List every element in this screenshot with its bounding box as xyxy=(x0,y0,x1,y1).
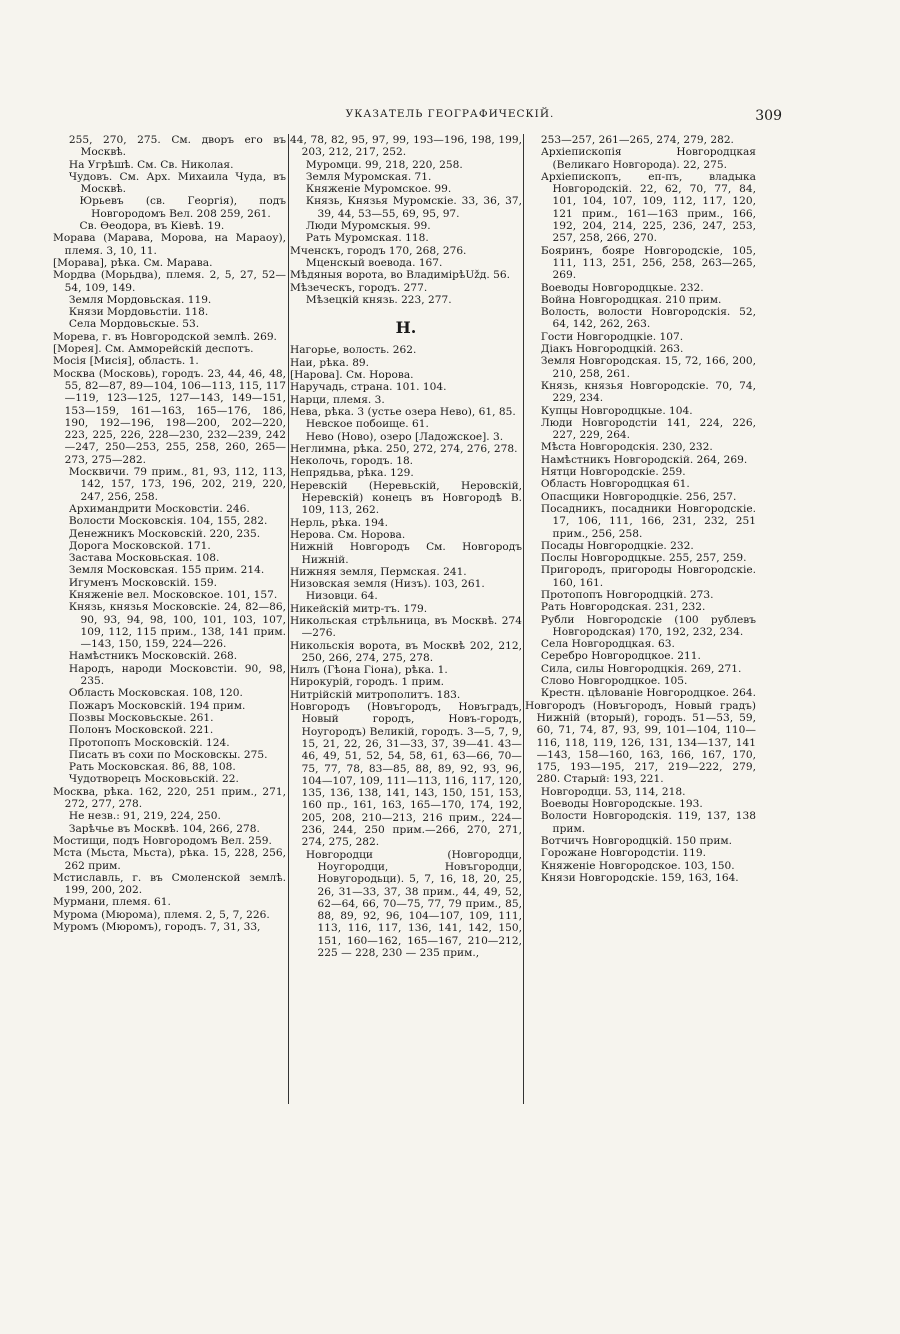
index-entry: Волости Московскія. 104, 155, 282. xyxy=(68,515,268,528)
index-entry: Морава (Марава, Морова, на Мараоу), племя. 3, 10, 11. xyxy=(53,232,286,257)
index-entry: Нарци, племя. 3. xyxy=(290,393,385,406)
index-entry: Пожаръ Московскій. 194 прим. xyxy=(68,699,246,712)
index-entry: Земля Московская. 155 прим. 214. xyxy=(68,564,265,577)
index-entry: Застава Московьская. 108. xyxy=(68,552,220,565)
index-entry: Намѣстникъ Новгородскій. 264, 269. xyxy=(540,453,748,466)
index-entry: Нижній Новгородъ См. Новгородъ Нижній. xyxy=(290,541,522,566)
index-entry: Народъ, народи Московстіи. 90, 98, 235. xyxy=(68,662,286,688)
index-entry: Мченскъ, городъ 170, 268, 276. xyxy=(290,244,467,257)
index-entry: Никейскій митр-тъ. 179. xyxy=(290,602,428,615)
index-entry: Мурома (Мюрома), племя. 2, 5, 7, 226. xyxy=(53,908,270,921)
index-entry: Дорога Московской. 171. xyxy=(68,539,211,552)
index-entry: Зарѣчье въ Москвѣ. 104, 266, 278. xyxy=(68,822,260,835)
index-entry: Бояринъ, бояре Новгородскіе, 105, 111, 113, 251, 256, 258, 263—265, 269. xyxy=(540,244,756,282)
index-entry: Сила, силы Новгородцкія. 269, 271. xyxy=(540,662,742,675)
index-entry: [Морава], рѣка. См. Марава. xyxy=(53,256,213,269)
index-entry: Протопопъ Новгородцкій. 273. xyxy=(540,588,714,601)
index-entry: Нево (Ново), озеро [Ладожское]. 3. xyxy=(305,430,504,443)
index-entry: Низовская земля (Низъ). 103, 261. xyxy=(290,578,485,591)
index-entry: Нитрійскій митрополитъ. 183. xyxy=(290,688,461,701)
index-entry: Новгородци. 53, 114, 218. xyxy=(540,785,686,798)
index-entry: 44, 78, 82, 95, 97, 99, 193—196, 198, 199, 203, 212, 217, 252. xyxy=(290,134,522,159)
index-entry: Земля Муромская. 71. xyxy=(305,170,432,183)
index-entry: Гости Новгородцкіе. 107. xyxy=(540,330,684,343)
index-entry: Земля Мордовьская. 119. xyxy=(68,293,212,306)
index-entry: Люди Муромскыя. 99. xyxy=(305,220,431,233)
index-entry: Мурмани, племя. 61. xyxy=(53,896,171,909)
index-entry: Нятци Новгородскіе. 259. xyxy=(540,466,686,479)
index-entry: Князь, Князья Муромскіе. 33, 36, 37, 39, 44, 53—55, 69, 95, 97. xyxy=(305,195,522,220)
index-entry: Позвы Московьскые. 261. xyxy=(68,711,214,724)
index-entry: Серебро Новгородцкое. 211. xyxy=(540,650,701,663)
index-entry: Архіепископъ, еп-пъ, владыка Новгородскій. 22, 62, 70, 77, 84, 101, 104, 107, 109, 112, 117, 120, 121 прим., 161—163 прим., 166, 192, 204, 214, 225, 236, 247, 253, 257, 258, 266, 270. xyxy=(540,170,756,245)
index-entry: Мстиславль, г. въ Смоленской землѣ. 199, 200, 202. xyxy=(53,871,286,897)
index-entry: Мѣста Новгородскія. 230, 232. xyxy=(540,441,713,454)
index-column-1 xyxy=(53,134,286,933)
running-title: УКАЗАТЕЛЬ ГЕОГРАФИЧЕСКІЙ. xyxy=(345,108,555,120)
index-entry: Игуменъ Московскій. 159. xyxy=(68,576,218,589)
index-entry: Архимандрити Московстіи. 246. xyxy=(68,502,250,515)
index-entry: Рать Муромская. 118. xyxy=(305,232,429,245)
index-entry: Мордва (Морьдва), племя. 2, 5, 27, 52—54, 109, 149. xyxy=(53,269,286,294)
index-entry: Писать въ сохи по Московскы. 275. xyxy=(68,748,268,761)
index-entry: Москвичи. 79 прим., 81, 93, 112, 113, 142, 157, 173, 196, 202, 219, 220, 247, 256, 258. xyxy=(68,466,286,503)
index-entry: Воеводы Новгородцкые. 232. xyxy=(540,281,704,294)
index-entry: Рать Новгородская. 231, 232. xyxy=(540,601,706,614)
index-entry: Архіепископія Новгородцкая (Великаго Новгорода). 22, 275. xyxy=(540,146,756,171)
index-entry: Посадникъ, посадники Новгородскіе. 17, 106, 111, 166, 231, 232, 251 прим., 256, 258. xyxy=(540,502,756,540)
index-entry: Юрьевъ (св. Георгія), подъ Новгородомъ Вел. 208 259, 261. xyxy=(79,195,286,220)
index-entry: Мостищи, подъ Новгородомъ Вел. 259. xyxy=(53,834,272,847)
index-entry: 253—257, 261—265, 274, 279, 282. xyxy=(540,134,734,146)
index-entry: Княженіе Муромское. 99. xyxy=(305,183,452,196)
index-entry: Воеводы Новгородскые. 193. xyxy=(540,798,703,811)
index-entry: Горожане Новгородстіи. 119. xyxy=(540,847,706,860)
index-entry: Князь, князья Новгородскіе. 70, 74, 229, 234. xyxy=(540,379,756,405)
index-entry: Нерль, рѣка. 194. xyxy=(290,516,388,529)
index-entry: Опасщики Новгородцкіе. 256, 257. xyxy=(540,490,737,503)
index-entry: Посады Новгородцкіе. 232. xyxy=(540,539,694,552)
index-entry: Діакъ Новгородцкій. 263. xyxy=(540,343,684,356)
index-entry: Рать Московская. 86, 88, 108. xyxy=(68,761,236,774)
index-entry: Села Мордовьскые. 53. xyxy=(68,318,200,331)
index-entry: Москва (Московь), городъ. 23, 44, 46, 48, 55, 82—87, 89—104, 106—113, 115, 117—119, 123—125, 127—143, 149—151, 153—159, 161—163, 165—176, 186, 190, 192—196, 198—200, 202—220, 223, 225, 226, 228—230, 232—239, 242—247, 250—253, 255, 258, 260, 265—273, 275—282. xyxy=(53,367,286,466)
index-entry: Нирокурій, городъ. 1 прим. xyxy=(290,676,444,689)
index-entry: Пригородъ, пригороды Новгородскіе. 160, 161. xyxy=(540,564,756,589)
index-entry: Княженіе Новгородское. 103, 150. xyxy=(540,859,735,872)
index-entry: [Нарова]. См. Норова. xyxy=(290,369,414,382)
page-number: 309 xyxy=(755,108,782,124)
index-entry: Область Новгородцкая 61. xyxy=(540,478,690,491)
index-entry: Князь, князья Московскіе. 24, 82—86, 90, 93, 94, 98, 100, 101, 103, 107, 109, 112, 115 прим., 138, 141 прим.—143, 150, 159, 224—226. xyxy=(68,601,286,651)
index-column-3 xyxy=(525,134,756,884)
column-divider-2 xyxy=(523,134,524,1104)
page-header xyxy=(0,108,900,128)
index-entry: Вотчичъ Новгородцкій. 150 прим. xyxy=(540,834,732,847)
index-entry: Никольскія ворота, въ Москвѣ 202, 212, 250, 266, 274, 275, 278. xyxy=(290,639,522,664)
index-entry: Люди Новгородстіи 141, 224, 226, 227, 229, 264. xyxy=(540,416,756,442)
index-entry: Чудовъ. См. Арх. Михаила Чуда, въ Москвѣ. xyxy=(68,170,286,196)
index-entry: Нерова. См. Норова. xyxy=(290,528,406,541)
index-entry: Война Новгородцкая. 210 прим. xyxy=(540,293,722,306)
index-entry: Наручадь, страна. 101. 104. xyxy=(290,381,447,394)
index-entry: Мѣзецкій князь. 223, 277. xyxy=(305,293,452,306)
index-entry: Рубли Новгородскіе (100 рублевъ Новгородская) 170, 192, 232, 234. xyxy=(540,613,756,638)
index-entry: Наи, рѣка. 89. xyxy=(290,356,370,369)
index-entry: Нилъ (Гѣона Гіона), рѣка. 1. xyxy=(290,664,448,677)
index-entry: Нижняя земля, Пермская. 241. xyxy=(290,565,467,578)
index-entry: Муромци. 99, 218, 220, 258. xyxy=(305,158,463,171)
index-entry: Купцы Новгородцкые. 104. xyxy=(540,404,693,417)
index-entry: Область Московская. 108, 120. xyxy=(68,687,243,700)
index-entry: Св. Ѳеодора, въ Кіевѣ. 19. xyxy=(79,220,225,233)
column-divider-1 xyxy=(288,134,289,1104)
index-entry: Князи Мордовьстіи. 118. xyxy=(68,306,209,319)
index-entry: Села Новгородцкая. 63. xyxy=(540,638,675,651)
index-entry: Земля Новгородская. 15, 72, 166, 200, 210, 258, 261. xyxy=(540,355,756,380)
index-entry: Непрядьва, рѣка. 129. xyxy=(290,467,414,480)
index-entry: Крестн. цѣлованіе Новгородцкое. 264. xyxy=(540,687,756,700)
index-entry: Морева, г. въ Новгородской землѣ. 269. xyxy=(53,330,277,343)
index-entry: Неревскій (Неревьскій, Неровскій, Неревскій) конецъ въ Новгородѣ В. 109, 113, 262. xyxy=(290,479,522,517)
index-entry: Невское побоище. 61. xyxy=(305,418,429,431)
index-entry: Никольская стрѣльница, въ Москвѣ. 274—276. xyxy=(290,614,522,640)
index-entry: Мценскый воевода. 167. xyxy=(305,256,443,269)
index-entry: Полонъ Московской. 221. xyxy=(68,724,214,737)
index-entry: Послы Новгородцкые. 255, 257, 259. xyxy=(540,552,747,565)
index-entry: Слово Новгородцкое. 105. xyxy=(540,675,688,688)
index-entry: Неглимна, рѣка. 250, 272, 274, 276, 278. xyxy=(290,442,518,455)
index-entry: Волость, волости Новгородскія. 52, 64, 142, 262, 263. xyxy=(540,306,756,331)
index-entry: Не незв.: 91, 219, 224, 250. xyxy=(68,810,221,823)
index-entry: Княженіе вел. Московское. 101, 157. xyxy=(68,588,278,601)
index-entry: Протопопъ Московскій. 124. xyxy=(68,736,230,749)
index-entry: Новгородъ (Новъгородъ, Новый градъ) Нижній (вторый), городъ. 51—53, 59, 60, 71, 74, 87, 93, 99, 101—104, 110—116, 118, 119, 126, 131, 134—137, 141—143, 158—160, 163, 166, 167, 170, 175, 193—195, 217, 219—222, 279, 280. Старый: 193, 221. xyxy=(525,699,756,786)
index-entry: Нагорье, волость. 262. xyxy=(290,344,417,357)
index-entry: Новгородци (Новгородци, Ноугородци, Новъгородци, Новугородьци). 5, 7, 16, 18, 20, 25, 26, 31—33, 37, 38 прим., 44, 49, 52, 62—64, 66, 70—75, 77, 79 прим., 85, 88, 89, 92, 96, 104—107, 109, 111, 113, 116, 117, 136, 141, 142, 150, 151, 160—162, 165—167, 210—212, 225 — 228, 230 — 235 прим., xyxy=(305,848,522,959)
index-entry: Мѣзеческъ, городъ. 277. xyxy=(290,281,428,294)
index-entry: Мста (Мьста, Мьста), рѣка. 15, 228, 256, 262 прим. xyxy=(53,847,286,872)
index-entry: 255, 270, 275. См. дворъ его въ Москвѣ. xyxy=(68,134,286,159)
index-entry: [Морея]. См. Амморейскій деспотъ. xyxy=(53,343,254,356)
index-entry: Москва, рѣка. 162, 220, 251 прим., 271, 272, 277, 278. xyxy=(53,785,286,811)
index-entry: На Угрѣшѣ. См. Св. Николая. xyxy=(68,158,234,171)
index-entry: Князи Новгородскіе. 159, 163, 164. xyxy=(540,871,739,884)
index-entry: Новгородъ (Новъгородъ, Новъградъ, Новый городъ, Новъ-городъ, Ноугородъ) Великій, городъ. 3—5, 7, 9, 15, 21, 22, 26, 31—33, 37, 39—41. 43—46, 49, 51, 52, 54, 58, 61, 63—66, 70—75, 77, 78, 83—85, 88, 89, 92, 93, 96, 104—107, 109, 111—113, 116, 117, 120, 135, 136, 138, 141, 143, 150, 151, 153, 160 пр., 161, 163, 165—170, 174, 192, 205, 208, 210—213, 216 прим., 224—236, 244, 250 прим.—266, 270, 271, 274, 275, 282. xyxy=(290,701,522,849)
index-column-2 xyxy=(290,134,522,959)
index-entry: Низовци. 64. xyxy=(305,590,378,603)
index-entry: Нева, рѣка. 3 (устье озера Нево), 61, 85. xyxy=(290,405,516,418)
section-letter: Н. xyxy=(395,318,417,338)
index-entry: Волости Новгородскія. 119, 137, 138 прим. xyxy=(540,810,756,835)
index-entry: Муромъ (Мюромъ), городъ. 7, 31, 33, xyxy=(53,921,261,933)
index-entry: Денежникъ Московскій. 220, 235. xyxy=(68,527,261,540)
index-entry: Мѣдяныя ворота, во ВладимірѣUžд. 56. xyxy=(290,269,510,282)
index-entry: Неколочь, городъ. 18. xyxy=(290,455,414,468)
index-entry: Мосія [Мисія], область. 1. xyxy=(53,355,199,368)
index-entry: Чудотворецъ Московьскій. 22. xyxy=(68,773,239,786)
index-entry: Намѣстникъ Московскій. 268. xyxy=(68,650,238,663)
